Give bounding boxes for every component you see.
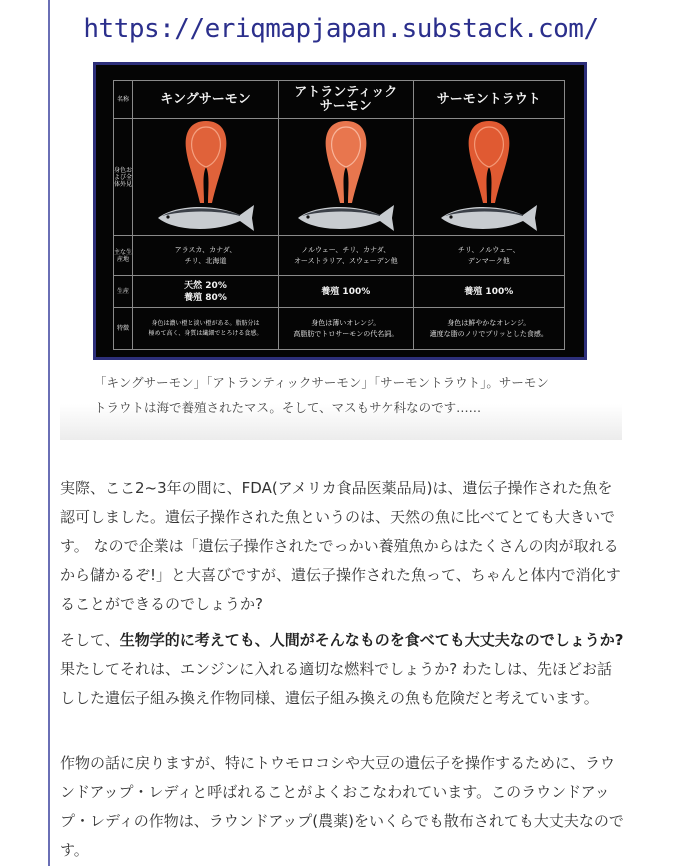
row-label-appearance: 身色および全体外見	[114, 119, 133, 236]
salmon-trout-origin: 養殖 100%	[413, 276, 564, 308]
fish-icon	[154, 201, 258, 235]
caption-line-2: トラウトは海で養殖されたマス。そして、マスもサケ科なのです……	[94, 400, 482, 415]
atlantic-salmon-feature: 身色は薄いオレンジ。 高脂肪でトロサーモンの代名詞。	[279, 308, 414, 350]
salmon-trout-region: チリ、ノルウェー、 デンマーク他	[413, 236, 564, 276]
king-salmon-picture	[133, 119, 279, 236]
salmon-steak-icon	[322, 119, 370, 205]
salmon-steak-icon	[182, 119, 230, 205]
atlantic-salmon-picture	[279, 119, 414, 236]
row-label-feature: 特徴	[114, 308, 133, 350]
image-caption	[94, 370, 594, 420]
paragraph-rest: 果たしてそれは、エンジンに入れる適切な燃料でしょうか? わたしは、先ほどお話しした遺伝子組み換え作物同様、遺伝子組み換えの魚も危険だと考えています。	[60, 631, 639, 707]
row-label-name: 名称	[114, 81, 133, 119]
king-salmon-region: アラスカ、カナダ、 チリ、北海道	[133, 236, 279, 276]
column-king-salmon: キングサーモン	[133, 81, 279, 119]
king-salmon-origin: 天然 20% 養殖 80%	[133, 276, 279, 308]
salmon-trout-feature: 身色は鮮やかなオレンジ。 適度な脂のノリでプリッとした食感。	[413, 308, 564, 350]
caption-line-1: 「キングサーモン」「アトランティックサーモン」「サーモントラウト」。サーモン	[94, 375, 549, 390]
source-url[interactable]: https://eriqmapjapan.substack.com/	[83, 14, 599, 44]
row-label-region: 主な生産地	[114, 236, 133, 276]
paragraph-roundup: 作物の話に戻りますが、特にトウモロコシや大豆の遺伝子を操作するために、ラウンドアップ・レディと呼ばれることがよくおこなわれています。このラウンドアップ・レディの作物は、ラウンドアップ(農薬)をいくらでも散布されても大丈夫なのです。	[60, 754, 624, 859]
column-salmon-trout: サーモントラウト	[413, 81, 564, 119]
salmon-comparison-image	[93, 62, 587, 360]
column-atlantic-salmon: アトランティック サーモン	[279, 81, 414, 119]
left-border-rule	[48, 0, 50, 866]
fish-icon	[437, 201, 541, 235]
atlantic-salmon-origin: 養殖 100%	[279, 276, 414, 308]
fish-icon	[294, 201, 398, 235]
row-label-origin: 生産	[114, 276, 133, 308]
atlantic-salmon-region: ノルウェー、チリ、カナダ、 オーストラリア、スウェーデン他	[279, 236, 414, 276]
salmon-trout-picture	[413, 119, 564, 236]
paragraph-bold-question: 生物学的に考えても、人間がそんなものを食べても大丈夫なのでしょうか?	[119, 631, 624, 649]
king-salmon-feature: 身色は濃い橙と淡い橙がある。脂肪分は 極めて高く、身質は繊細でとろける食感。	[133, 308, 279, 350]
paragraph-lead: そして、	[60, 631, 120, 649]
paragraph-biology	[60, 626, 639, 713]
salmon-comparison-table	[113, 80, 565, 350]
paragraph-fda: 実際、ここ2~3年の間に、FDA(アメリカ食品医薬品局)は、遺伝子操作された魚を認可しました。遺伝子操作された魚というのは、天然の魚に比べてとても大きいです。 なので企業は「遺伝子操作されたでっかい養殖魚からはたくさんの肉が取れるから儲かるぞ!」と大喜びですが、遺伝子操作された魚って、ちゃんと体内で消化することができるのでしょうか?	[60, 479, 621, 613]
image-caption-box	[60, 360, 622, 440]
salmon-steak-icon	[465, 119, 513, 205]
